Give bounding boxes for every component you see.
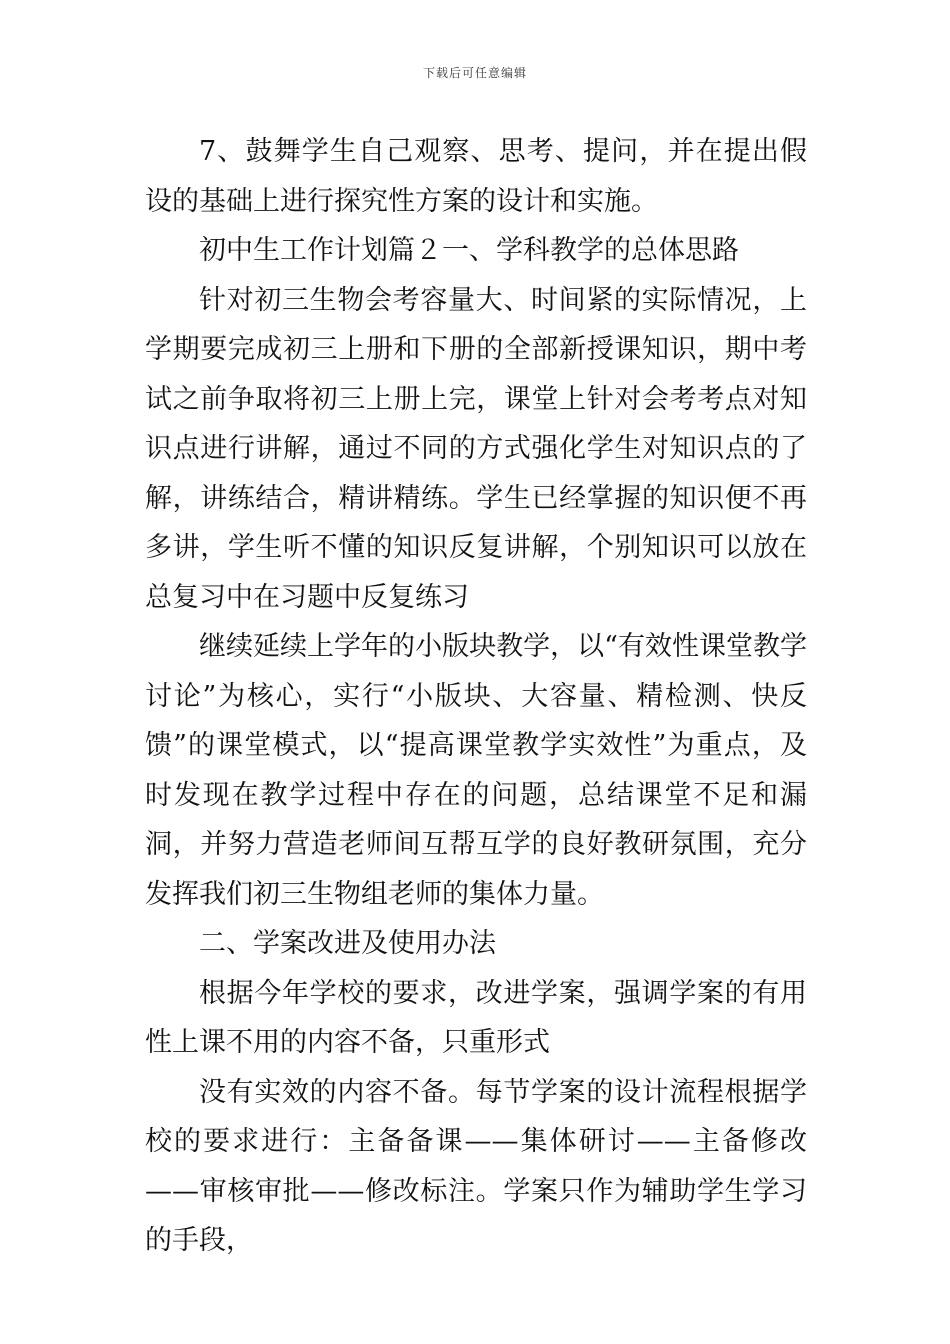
document-body xyxy=(145,127,807,1266)
paragraph-classroom-model: 继续延续上学年的小版块教学，以“有效性课堂教学讨论”为核心，实行“小版块、大容量、精检测、快反馈”的课堂模式，以“提高课堂教学实效性”为重点，及时发现在教学过程中存在的问题，总结课堂不足和漏洞，并努力营造老师间互帮互学的良好教研氛围，充分发挥我们初三生物组老师的集体力量。 xyxy=(145,631,807,910)
paragraph-study-plan-requirements: 根据今年学校的要求，改进学案，强调学案的有用性上课不用的内容不备，只重形式 xyxy=(145,977,807,1058)
paragraph-study-plan-process: 没有实效的内容不备。每节学案的设计流程根据学校的要求进行：主备备课——集体研讨——主备修改——审核审批——修改标注。学案只作为辅助学生学习的手段， xyxy=(145,1076,807,1256)
paragraph-encourage-inquiry: 7、鼓舞学生自己观察、思考、提问，并在提出假设的基础上进行探究性方案的设计和实施。 xyxy=(145,136,807,217)
page-header-note: 下载后可任意编辑 xyxy=(422,66,527,80)
paragraph-teaching-approach: 针对初三生物会考容量大、时间紧的实际情况，上学期要完成初三上册和下册的全部新授课知识，期中考试之前争取将初三上册上完，课堂上针对会考考点对知识点进行讲解，通过不同的方式强化学生对知识点的了解，讲练结合，精讲精练。学生已经掌握的知识便不再多讲，学生听不懂的知识反复讲解，个别知识可以放在总复习中在习题中反复练习 xyxy=(145,284,807,613)
paragraph-plan-title: 初中生工作计划篇２一、学科教学的总体思路 xyxy=(199,235,739,266)
paragraph-section-two-heading: 二、学案改进及使用办法 xyxy=(199,928,496,959)
